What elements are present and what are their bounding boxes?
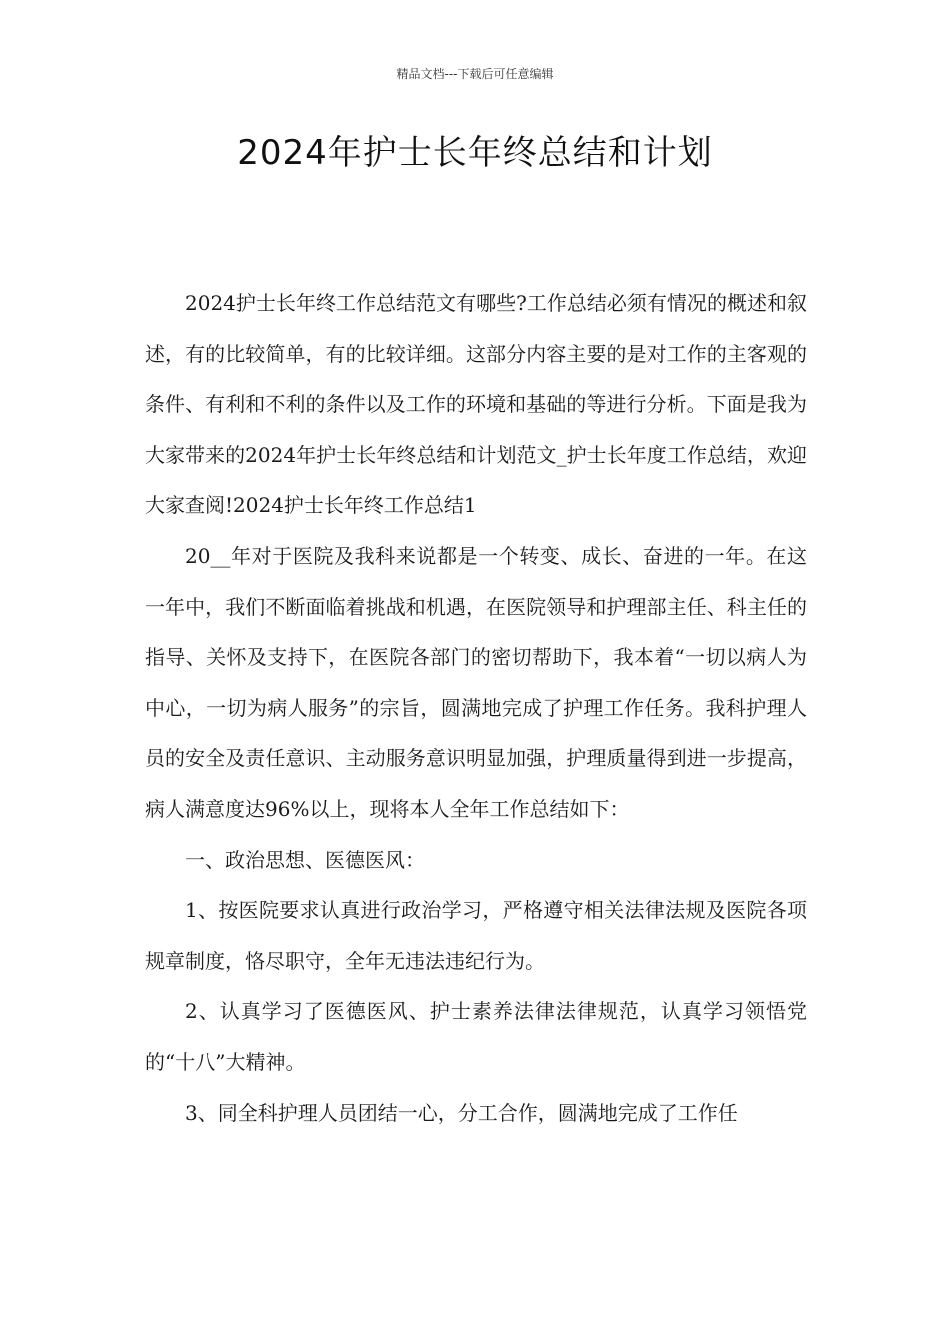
document-title: 2024年护士长年终总结和计划 — [237, 133, 713, 173]
header-note: 精品文档---下载后可任意编辑 — [396, 67, 554, 81]
list-item-2: 2、认真学习了医德医风、护士素养法律法律规范，认真学习领悟党的“十八”大精神。 — [145, 999, 807, 1074]
list-item-1: 1、按医院要求认真进行政治学习，严格遵守相关法律法规及医院各项规章制度，恪尽职守，全年无违法违纪行为。 — [145, 898, 807, 973]
paragraph-intro: 2024护士长年终工作总结范文有哪些?工作总结必须有情况的概述和叙述，有的比较简单，有的比较详细。这部分内容主要的是对工作的主客观的条件、有利和不利的条件以及工作的环境和基础的等进行分析。下面是我为大家带来的2024年护士长年终总结和计划范文_护士长年度工作总结，欢迎大家查阅!2024护士长年终工作总结1 — [145, 291, 807, 518]
list-item-3: 3、同全科护理人员团结一心，分工合作，圆满地完成了工作任 — [185, 1100, 738, 1125]
section-heading-politics: 一、政治思想、医德医风： — [185, 847, 425, 872]
document-body — [145, 278, 807, 1138]
paragraph-summary-opening: 20__年对于医院及我科来说都是一个转变、成长、奋进的一年。在这一年中，我们不断面临着挑战和机遇，在医院领导和护理部主任、科主任的指导、关怀及支持下，在医院各部门的密切帮助下，我本着“一切以病人为中心，一切为病人服务”的宗旨，圆满地完成了护理工作任务。我科护理人员的安全及责任意识、主动服务意识明显加强，护理质量得到进一步提高，病人满意度达96%以上，现将本人全年工作总结如下： — [145, 543, 807, 821]
